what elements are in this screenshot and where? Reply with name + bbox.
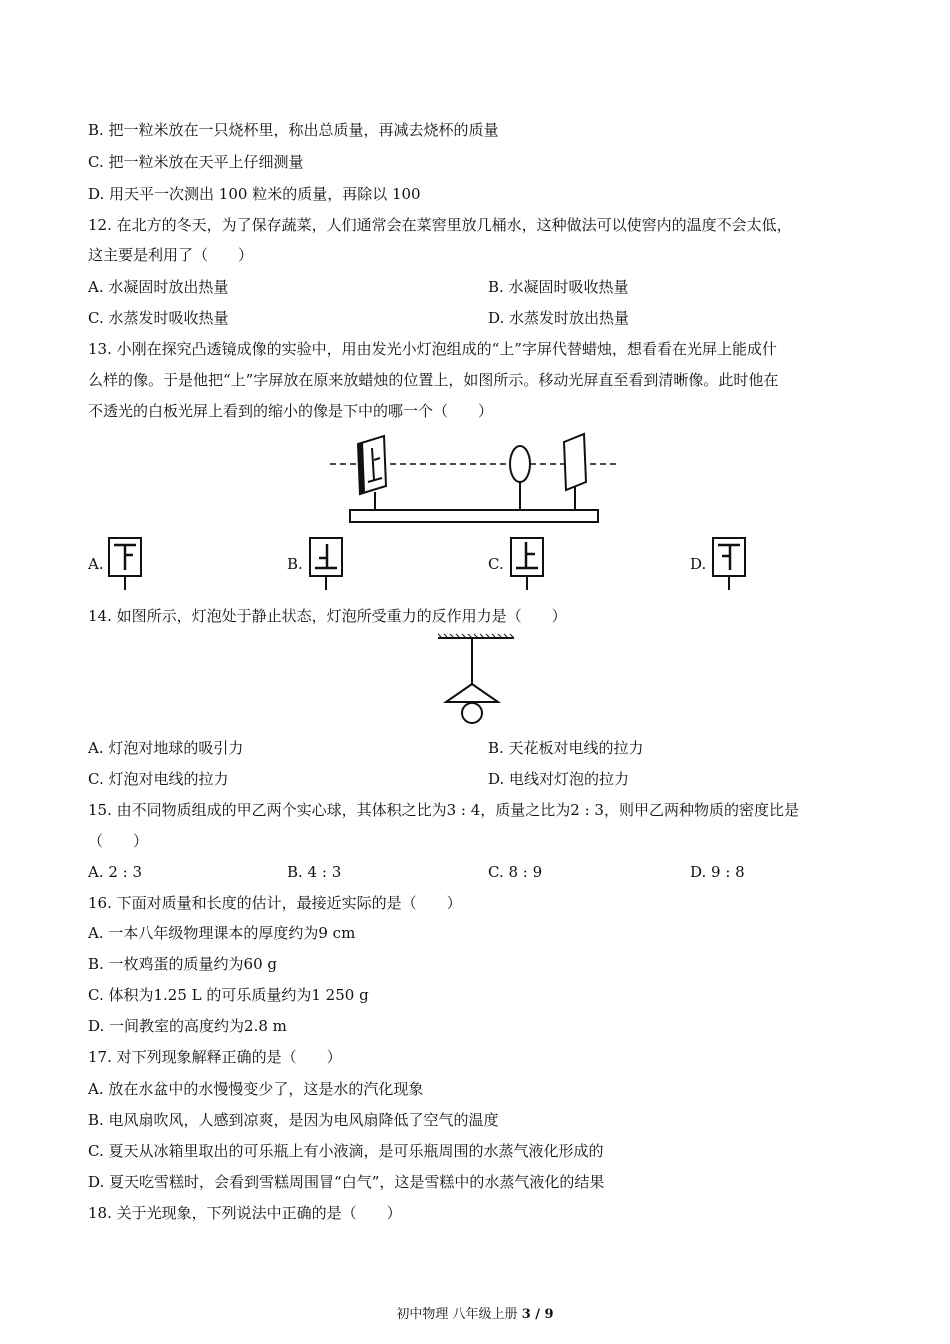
q11-option-d: D. 用天平一次测出 100 粒米的质量，再除以 100 xyxy=(88,185,421,203)
q12-option-b: B. 水凝固时吸收热量 xyxy=(488,278,629,296)
q14-option-a: A. 灯泡对地球的吸引力 xyxy=(88,739,244,757)
q17-option-a: A. 放在水盆中的水慢慢变少了，这是水的汽化现象 xyxy=(88,1080,424,1098)
q16-option-c: C. 体积为1.25 L 的可乐质量约为1 250 g xyxy=(88,986,369,1004)
q15-option-b: B. 4 : 3 xyxy=(287,863,342,881)
q13-label-a: A. xyxy=(88,555,104,573)
q12-option-a: A. 水凝固时放出热量 xyxy=(88,278,229,296)
q15-option-d: D. 9 : 8 xyxy=(690,863,745,881)
page-footer xyxy=(0,1306,950,1324)
q15-option-c: C. 8 : 9 xyxy=(488,863,543,881)
q12-option-d: D. 水蒸发时放出热量 xyxy=(488,309,630,327)
q17-option-d: D. 夏天吃雪糕时，会看到雪糕周围冒“白气”，这是雪糕中的水蒸气液化的结果 xyxy=(88,1173,605,1191)
q14-option-b: B. 天花板对电线的拉力 xyxy=(488,739,644,757)
footer-course-label: 初中物理 八年级上册 xyxy=(396,1307,522,1322)
q16-option-a: A. 一本八年级物理课本的厚度约为9 cm xyxy=(88,924,356,942)
q17-option-b: B. 电风扇吹风，人感到凉爽，是因为电风扇降低了空气的温度 xyxy=(88,1111,499,1129)
q12-stem-line2: 这主要是利用了（ ） xyxy=(88,246,254,264)
q16-option-b: B. 一枚鸡蛋的质量约为60 g xyxy=(88,955,278,973)
q13-label-d: D. xyxy=(690,555,707,573)
q11-option-c: C. 把一粒米放在天平上仔细测量 xyxy=(88,153,304,171)
option-d-image-icon xyxy=(711,536,747,592)
q14-option-c: C. 灯泡对电线的拉力 xyxy=(88,770,229,788)
hanging-lamp-figure xyxy=(436,634,516,728)
q13-label-c: C. xyxy=(488,555,504,573)
q16-option-d: D. 一间教室的高度约为2.8 m xyxy=(88,1017,287,1035)
q12-stem-line1: 12. 在北方的冬天，为了保存蔬菜，人们通常会在菜窖里放几桶水，这种做法可以使窖内的温度不会太低， xyxy=(88,216,792,234)
footer-page-number: 3 / 9 xyxy=(521,1307,554,1322)
q14-option-d: D. 电线对灯泡的拉力 xyxy=(488,770,630,788)
q14-stem: 14. 如图所示，灯泡处于静止状态，灯泡所受重力的反作用力是（ ） xyxy=(88,607,567,625)
option-b-image-icon xyxy=(308,536,344,592)
q18-stem: 18. 关于光现象，下列说法中正确的是（ ） xyxy=(88,1204,402,1222)
q11-option-b: B. 把一粒米放在一只烧杯里，称出总质量，再减去烧杯的质量 xyxy=(88,121,499,139)
q13-stem-line2: 么样的像。于是他把“上”字屏放在原来放蜡烛的位置上，如图所示。移动光屏直至看到清晰像。此时他在 xyxy=(88,371,779,389)
q17-option-c: C. 夏天从冰箱里取出的可乐瓶上有小液滴，是可乐瓶周围的水蒸气液化形成的 xyxy=(88,1142,604,1160)
q13-label-b: B. xyxy=(287,555,303,573)
q15-stem-line2: （ ） xyxy=(88,832,149,850)
optical-bench-figure xyxy=(320,428,630,528)
option-c-image-icon xyxy=(509,536,545,592)
q13-stem-line1: 13. 小刚在探究凸透镜成像的实验中，用由发光小灯泡组成的“上”字屏代替蜡烛，想看看在光屏上能成什 xyxy=(88,340,777,358)
q16-stem: 16. 下面对质量和长度的估计，最接近实际的是（ ） xyxy=(88,894,462,912)
q13-stem-line3: 不透光的白板光屏上看到的缩小的像是下中的哪一个（ ） xyxy=(88,402,494,420)
q17-stem: 17. 对下列现象解释正确的是（ ） xyxy=(88,1048,342,1066)
option-a-image-icon xyxy=(107,536,143,592)
q15-option-a: A. 2 : 3 xyxy=(88,863,143,881)
q12-option-c: C. 水蒸发时吸收热量 xyxy=(88,309,229,327)
q15-stem-line1: 15. 由不同物质组成的甲乙两个实心球，其体积之比为3 : 4，质量之比为2 : 3，则甲乙两种物质的密度比是 xyxy=(88,801,799,819)
